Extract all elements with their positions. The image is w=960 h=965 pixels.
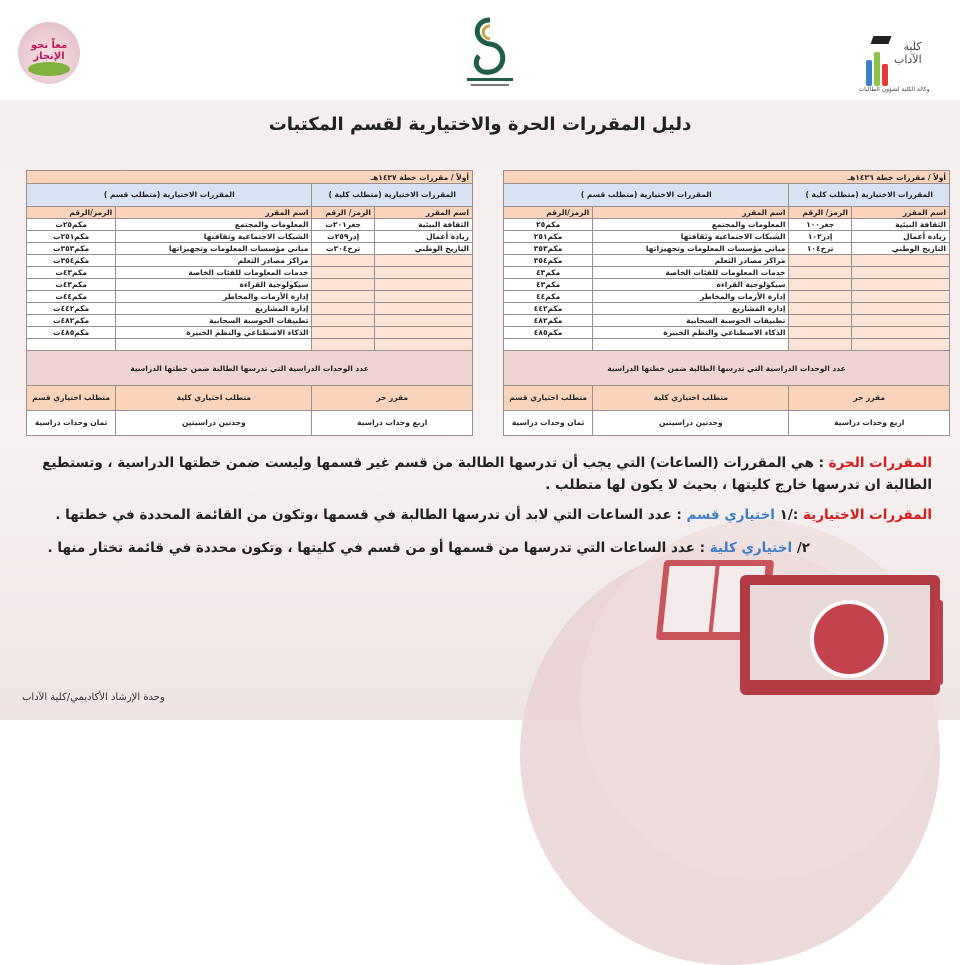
plan-1436-table <box>503 170 950 436</box>
college-course-code: ترخ٢٠٤ت <box>312 243 374 255</box>
college-course-code <box>789 315 851 327</box>
units-value: وحدتين دراسيتين <box>116 411 312 436</box>
college-course-code <box>789 291 851 303</box>
column-header-code: الرمز/الرقم <box>504 207 593 219</box>
units-header: مقرر حر <box>312 386 473 411</box>
dept-course-code <box>27 339 116 351</box>
dept-course-code: مكم٤٣ <box>504 267 593 279</box>
college-course-name <box>374 291 472 303</box>
college-course-code: إدر١٠٢ <box>789 231 851 243</box>
dept-course-name: إدارة المشاريع <box>116 303 312 315</box>
dept-course-code: مكم٢٥١ <box>504 231 593 243</box>
dept-course-code: مكم٤٤ <box>504 291 593 303</box>
college-name-line2: الآداب <box>894 53 922 67</box>
college-name-line1: كلية <box>903 40 922 53</box>
dept-course-code: مكم٢٥١ت <box>27 231 116 243</box>
college-course-name: ريادة أعمال <box>374 231 472 243</box>
course-row <box>27 219 473 231</box>
course-row <box>504 219 950 231</box>
group-header-row <box>504 184 950 207</box>
units-header: مقرر حر <box>789 386 950 411</box>
dept-course-name: خدمات المعلومات للفئات الخاصة <box>593 267 789 279</box>
course-row <box>27 303 473 315</box>
college-course-code <box>312 327 374 339</box>
college-group-header: المقررات الاختيارية (متطلب كلية ) <box>789 184 950 207</box>
dept-group-header: المقررات الاختيارية (متطلب قسم ) <box>27 184 312 207</box>
dept-course-code: مكم٣٥٤ت <box>27 255 116 267</box>
college-elective-text: : عدد الساعات التي تدرسها من قسمها أو من قسم في كليتها ، وتكون محددة في قائمة تختار منها . <box>47 540 706 556</box>
units-value: ثمان وحدات دراسية <box>27 411 116 436</box>
units-value-row <box>27 411 473 436</box>
dept-course-name: تطبيقات الحوسبة السحابية <box>593 315 789 327</box>
college-course-code <box>789 279 851 291</box>
college-course-name <box>851 267 949 279</box>
college-course-code <box>312 315 374 327</box>
college-course-name <box>851 303 949 315</box>
college-course-name: الثقافة البيئية <box>851 219 949 231</box>
college-course-code <box>312 255 374 267</box>
dept-course-code: مكم٤٨٢ <box>504 315 593 327</box>
dept-course-code: مكم٣٥٣ <box>504 243 593 255</box>
college-group-header: المقررات الاختيارية (متطلب كلية ) <box>312 184 473 207</box>
dept-course-name: الشبكات الاجتماعية وثقافتها <box>116 231 312 243</box>
course-row <box>504 279 950 291</box>
dept-course-code: مكم٤٨٢ت <box>27 315 116 327</box>
college-course-name <box>374 315 472 327</box>
college-course-code <box>789 255 851 267</box>
college-course-name <box>851 255 949 267</box>
dept-course-code: مكم٣٥٤ <box>504 255 593 267</box>
dept-course-name: مباني مؤسسات المعلومات وتجهيزاتها <box>116 243 312 255</box>
dept-course-code <box>504 339 593 351</box>
course-row <box>504 303 950 315</box>
college-course-code <box>789 339 851 351</box>
course-row <box>27 327 473 339</box>
course-row <box>27 291 473 303</box>
course-row <box>504 339 950 351</box>
course-row <box>504 315 950 327</box>
units-value: اربع وحدات دراسية <box>312 411 473 436</box>
dept-course-name <box>116 339 312 351</box>
dept-course-name: إدارة الأزمات والمخاطر <box>116 291 312 303</box>
dept-course-name: خدمات المعلومات للفئات الخاصة <box>116 267 312 279</box>
college-course-code: إدر٢٥٩ت <box>312 231 374 243</box>
column-header-code: الرمز/ الرقم <box>789 207 851 219</box>
column-header-code: الرمز/ الرقم <box>312 207 374 219</box>
dept-course-code: مكم٤٣ت <box>27 279 116 291</box>
dept-course-code: مكم٤٣ت <box>27 267 116 279</box>
elective-label: المقررات الاختيارية <box>802 507 932 523</box>
dept-course-code: مكم٣٥٣ت <box>27 243 116 255</box>
units-value-row <box>504 411 950 436</box>
college-course-code <box>312 303 374 315</box>
dept-course-name: مباني مؤسسات المعلومات وتجهيزاتها <box>593 243 789 255</box>
units-value: اربع وحدات دراسية <box>789 411 950 436</box>
units-title: عدد الوحدات الدراسية التي تدرسها الطالبة ضمن خطتها الدراسية <box>504 351 950 386</box>
units-header: متطلب اختياري قسم <box>504 386 593 411</box>
college-tagline: وكالة الكلية لشؤون الطالبات <box>858 86 930 93</box>
column-header-name: اسم المقرر <box>593 207 789 219</box>
dept-course-name: الذكاء الاصطناعي والنظم الخبيرة <box>593 327 789 339</box>
pencil-icon <box>935 600 943 685</box>
units-header: متطلب اختياري كلية <box>116 386 312 411</box>
college-course-code <box>789 303 851 315</box>
course-row <box>27 267 473 279</box>
plan-title: أولاً / مقررات خطة ١٤٣٧هـ <box>27 171 473 184</box>
college-course-code: جغر٢٠١ت <box>312 219 374 231</box>
college-course-code: ترخ١٠٤ <box>789 243 851 255</box>
initiative-logo <box>18 22 80 84</box>
dept-course-code: مكم٤٤٢ <box>504 303 593 315</box>
course-row <box>504 255 950 267</box>
dept-course-name: إدارة الأزمات والمخاطر <box>593 291 789 303</box>
units-header: متطلب اختياري قسم <box>27 386 116 411</box>
dept-course-name: الذكاء الاصطناعي والنظم الخبيرة <box>116 327 312 339</box>
logo-text: معاً نحو الإنجاز <box>30 40 68 62</box>
college-course-name <box>851 279 949 291</box>
college-course-code <box>312 279 374 291</box>
course-row <box>27 243 473 255</box>
college-elective-note <box>0 537 810 559</box>
dept-course-name: المعلومات والمجتمع <box>593 219 789 231</box>
free-courses-label: المقررات الحرة <box>828 455 932 471</box>
college-course-name: ريادة أعمال <box>851 231 949 243</box>
college-course-name: التاريخ الوطني <box>851 243 949 255</box>
college-course-name <box>374 255 472 267</box>
college-course-code <box>312 339 374 351</box>
dept-group-header: المقررات الاختيارية (متطلب قسم ) <box>504 184 789 207</box>
college-elective-number: ٢/ <box>796 540 810 556</box>
units-header-row <box>27 386 473 411</box>
course-row <box>504 291 950 303</box>
column-header-code: الرمز/الرقم <box>27 207 116 219</box>
course-row <box>504 327 950 339</box>
dept-course-name: مراكز مصادر التعلم <box>593 255 789 267</box>
plan-title-row <box>27 171 473 184</box>
dept-course-name <box>593 339 789 351</box>
dept-elective-label: اختياري قسم <box>686 507 775 523</box>
units-header-row <box>504 386 950 411</box>
elective-number: :/١ <box>779 507 799 523</box>
course-row <box>504 267 950 279</box>
plan-table <box>503 170 950 436</box>
dept-elective-note <box>27 504 932 526</box>
column-header-name: اسم المقرر <box>116 207 312 219</box>
units-title: عدد الوحدات الدراسية التي تدرسها الطالبة ضمن خطتها الدراسية <box>27 351 473 386</box>
college-course-code <box>312 291 374 303</box>
column-header-name: اسم المقرر <box>374 207 472 219</box>
college-course-name <box>374 303 472 315</box>
college-course-name <box>374 267 472 279</box>
course-row <box>504 243 950 255</box>
plan-table <box>26 170 473 436</box>
column-header-row <box>504 207 950 219</box>
course-row <box>27 279 473 291</box>
college-course-code <box>312 267 374 279</box>
course-row <box>504 231 950 243</box>
dept-course-name: تطبيقات الحوسبة السحابية <box>116 315 312 327</box>
plan-title-row <box>504 171 950 184</box>
course-row <box>27 315 473 327</box>
college-logo <box>858 26 932 96</box>
dept-course-name: الشبكات الاجتماعية وثقافتها <box>593 231 789 243</box>
college-course-name <box>374 327 472 339</box>
course-row <box>27 231 473 243</box>
units-title-row <box>27 351 473 386</box>
college-course-code <box>789 267 851 279</box>
dept-course-code: مكم٤٤ت <box>27 291 116 303</box>
plan-title: أولاً / مقررات خطة ١٤٣٦هـ <box>504 171 950 184</box>
college-course-name <box>851 327 949 339</box>
dept-course-name: سيكولوجية القراءة <box>116 279 312 291</box>
dept-course-name: سيكولوجية القراءة <box>593 279 789 291</box>
college-course-name <box>374 339 472 351</box>
column-header-row <box>27 207 473 219</box>
footer-credit: وحدة الإرشاد الأكاديمي/كلية الآداب <box>22 692 165 703</box>
plan-1437-table <box>26 170 473 436</box>
dept-course-code: مكم٤٨٥ت <box>27 327 116 339</box>
dept-elective-text: : عدد الساعات التي لابد أن تدرسها الطالبة في قسمها ،وتكون من القائمة المحددة في خطتها . <box>55 507 682 523</box>
dept-course-code: مكم٤٤٢ت <box>27 303 116 315</box>
college-course-code <box>789 327 851 339</box>
units-value: ثمان وحدات دراسية <box>504 411 593 436</box>
globe-icon <box>810 600 888 678</box>
college-course-name <box>374 279 472 291</box>
dept-course-code: مكم٤٣ <box>504 279 593 291</box>
college-course-name: الثقافة البيئية <box>374 219 472 231</box>
units-header: متطلب اختياري كلية <box>593 386 789 411</box>
college-course-name <box>851 291 949 303</box>
college-course-name <box>851 339 949 351</box>
dept-course-name: مراكز مصادر التعلم <box>116 255 312 267</box>
free-courses-text: : هي المقررات (الساعات) التي يجب أن تدرسها الطالبة من قسم غير قسمها وليست ضمن خطتها الدراسية ، وتستطيع الطالبة ان تدرسها خارج كليتها ، بحيث لا يكون لها متطلب . <box>42 455 932 493</box>
page-title: دليل المقررات الحرة والاختيارية لقسم المكتبات <box>268 114 692 135</box>
college-course-name <box>851 315 949 327</box>
dept-course-name: المعلومات والمجتمع <box>116 219 312 231</box>
units-value: وحدتين دراسيتين <box>593 411 789 436</box>
units-title-row <box>504 351 950 386</box>
group-header-row <box>27 184 473 207</box>
dept-course-code: مكم٢٥ <box>504 219 593 231</box>
course-row <box>27 339 473 351</box>
dept-course-name: إدارة المشاريع <box>593 303 789 315</box>
column-header-name: اسم المقرر <box>851 207 949 219</box>
dept-course-code: مكم٢٥ت <box>27 219 116 231</box>
free-courses-note <box>27 452 932 496</box>
college-elective-label: اختياري كلية <box>709 540 793 556</box>
course-row <box>27 255 473 267</box>
college-course-name: التاريخ الوطني <box>374 243 472 255</box>
university-logo <box>455 12 525 92</box>
dept-course-code: مكم٤٨٥ <box>504 327 593 339</box>
college-course-code: جغر١٠٠ <box>789 219 851 231</box>
